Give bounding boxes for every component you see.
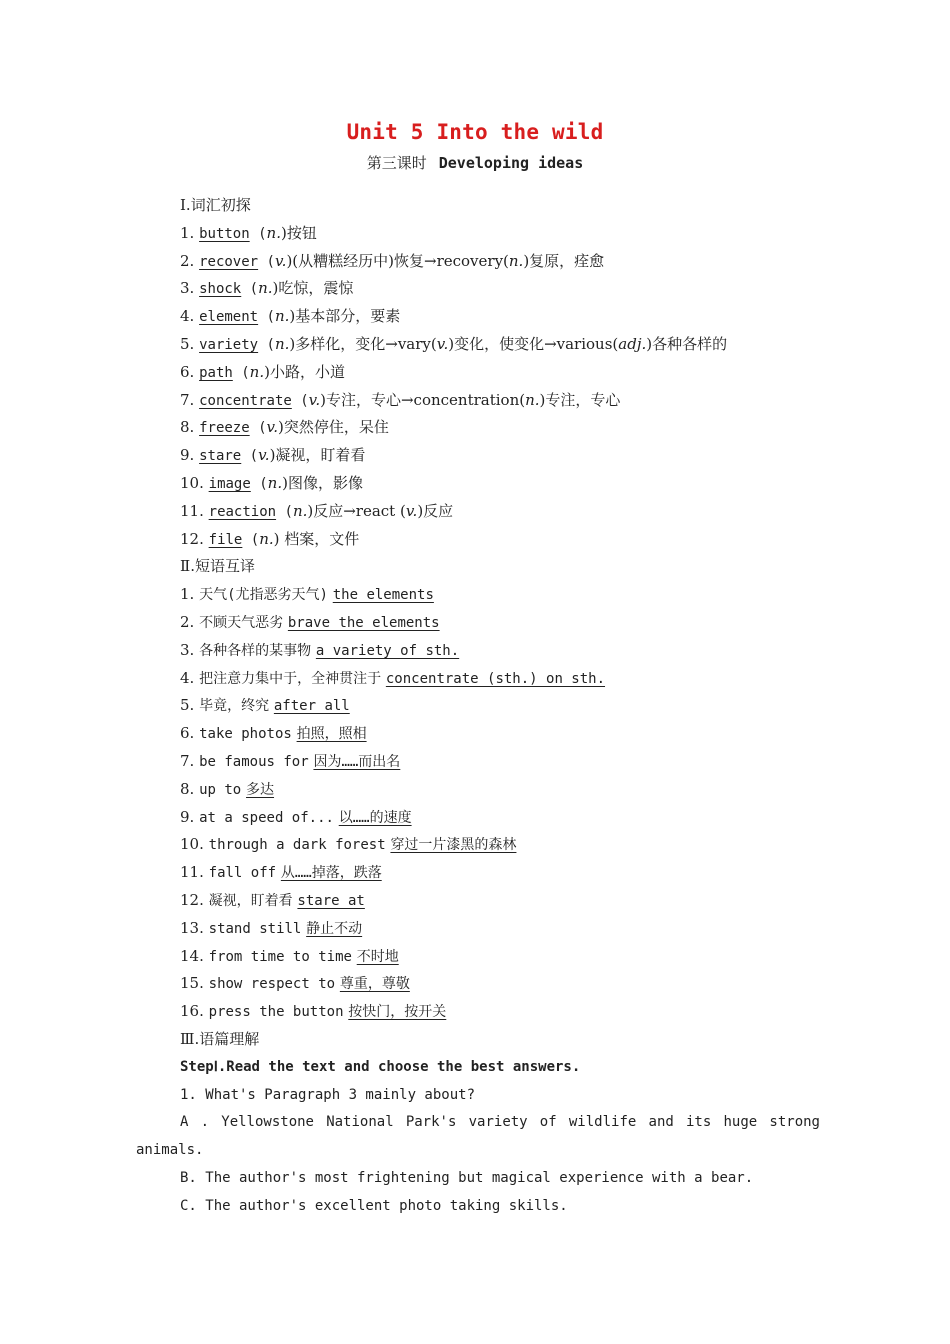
definition: )小路，小道 — [264, 362, 345, 381]
paren-open: ( — [232, 364, 250, 381]
part-of-speech: n. — [258, 279, 273, 298]
worksheet-body — [136, 192, 820, 1220]
item-number: 12. — [180, 890, 204, 909]
item-number: 15. — [180, 974, 204, 993]
item-number: 2. — [180, 251, 195, 270]
phrase-item — [180, 581, 820, 609]
section-heading-reading: Ⅲ.语篇理解 — [180, 1029, 260, 1048]
item-number: 8. — [180, 418, 195, 437]
item-number: 3. — [180, 640, 195, 659]
part-of-speech: n. — [274, 307, 290, 326]
part-of-speech: v. — [308, 390, 321, 409]
part-of-speech: n. — [249, 362, 265, 381]
phrase-item — [180, 859, 820, 887]
item-number: 6. — [180, 362, 195, 381]
question-text: 1. What's Paragraph 3 mainly about? — [180, 1086, 476, 1103]
paren-open: ( — [291, 392, 309, 409]
phrase-item — [180, 609, 820, 637]
phrase-prompt: at a speed of... — [199, 809, 334, 826]
item-number: 12. — [180, 529, 204, 548]
phrase-prompt: show respect to — [208, 976, 336, 993]
paren-open: ( — [249, 225, 267, 242]
vocab-item — [180, 387, 820, 415]
phrase-prompt: stand still — [208, 920, 302, 937]
phrase-prompt: 各种各样的某事物 — [199, 642, 312, 659]
phrase-item — [180, 720, 820, 748]
paren-open: ( — [258, 309, 275, 326]
vocab-item — [180, 248, 820, 276]
phrase-prompt: 天气(尤指恶劣天气) — [199, 587, 328, 604]
option-b: B. The author's most frightening but magical experience with a bear. — [180, 1169, 754, 1186]
item-number: 10. — [180, 473, 204, 492]
phrase-item — [180, 776, 820, 804]
answer-word: element — [199, 309, 259, 326]
item-number: 7. — [180, 751, 195, 770]
item-number: 3. — [180, 279, 195, 298]
part-of-speech: v. — [266, 418, 278, 437]
phrase-item — [180, 831, 820, 859]
definition: ) 档案，文件 — [273, 529, 360, 548]
item-number: 5. — [180, 334, 195, 353]
phrase-item — [180, 637, 820, 665]
item-number: 4. — [180, 668, 195, 687]
option-a: A . Yellowstone National Park's variety of wildlife and its huge strong — [180, 1114, 820, 1131]
item-number: 11. — [180, 501, 204, 520]
phrase-item — [180, 748, 820, 776]
definition: )变化，使变化→various( — [448, 334, 619, 353]
vocab-item — [180, 414, 820, 442]
answer-word: reaction — [208, 503, 277, 520]
definition: )凝视，盯着看 — [269, 446, 366, 465]
part-of-speech: v. — [274, 251, 287, 270]
definition: )(从糟糕经历中)恢复→recovery( — [286, 251, 509, 270]
phrase-answer: concentrate (sth.) on sth. — [385, 670, 606, 687]
phrase-answer: 以……的速度 — [338, 809, 412, 826]
phrase-prompt: from time to time — [208, 948, 352, 965]
phrase-answer: after all — [273, 698, 350, 715]
item-number: 5. — [180, 696, 195, 715]
phrase-answer: stare at — [297, 892, 365, 909]
part-of-speech: adj. — [618, 334, 647, 353]
definition: )图像，影像 — [282, 473, 363, 492]
item-number: 9. — [180, 446, 195, 465]
page-title: Unit 5 Into the wild — [346, 120, 604, 144]
phrase-item — [180, 692, 820, 720]
phrase-answer: 静止不动 — [306, 920, 363, 937]
item-number: 7. — [180, 390, 195, 409]
phrase-answer: 不时地 — [356, 948, 399, 965]
definition: )基本部分，要素 — [289, 307, 401, 326]
phrase-answer: the elements — [332, 587, 434, 604]
item-number: 13. — [180, 918, 204, 937]
phrase-answer: 尊重，尊敬 — [339, 976, 410, 993]
item-number: 11. — [180, 863, 204, 882]
part-of-speech: n. — [508, 251, 524, 270]
item-number: 4. — [180, 307, 195, 326]
vocab-item — [180, 498, 820, 526]
definition: )突然停住，呆住 — [278, 418, 389, 437]
phrase-prompt: take photos — [199, 726, 292, 743]
section-heading-phrases: Ⅱ.短语互译 — [180, 557, 255, 576]
part-of-speech: n. — [525, 390, 540, 409]
lesson-name: Developing ideas — [438, 154, 584, 172]
paren-open: ( — [242, 531, 260, 548]
definition: )专注，专心 — [539, 390, 621, 409]
phrase-prompt: be famous for — [199, 753, 309, 770]
definition: )反应 — [417, 501, 454, 520]
phrase-answer: 因为……而出名 — [313, 753, 401, 770]
phrase-answer: 多达 — [246, 781, 275, 798]
phrase-item — [180, 665, 820, 693]
answer-word: file — [208, 531, 243, 548]
lesson-subtitle — [0, 152, 950, 173]
phrase-list — [180, 581, 820, 1026]
part-of-speech: n. — [266, 223, 281, 242]
item-number: 1. — [180, 223, 195, 242]
phrase-item — [180, 887, 820, 915]
option-a-continued: animals. — [136, 1142, 204, 1159]
phrase-answer: 穿过一片漆黑的森林 — [390, 837, 517, 854]
vocab-item — [180, 526, 820, 554]
paren-open: ( — [241, 281, 259, 298]
definition: )复原，痊愈 — [523, 251, 605, 270]
definition: )吃惊，震惊 — [272, 279, 354, 298]
phrase-prompt: press the button — [208, 1004, 344, 1021]
part-of-speech: v. — [258, 446, 270, 465]
vocab-item — [180, 331, 820, 359]
answer-word: button — [199, 225, 250, 242]
step-instruction: StepⅠ.Read the text and choose the best answers. — [180, 1058, 581, 1075]
phrase-prompt: through a dark forest — [208, 837, 386, 854]
section-heading-vocabulary: Ⅰ.词汇初探 — [180, 196, 251, 214]
paren-open: ( — [241, 448, 259, 465]
phrase-item — [180, 998, 820, 1026]
paren-open: ( — [258, 253, 275, 270]
part-of-speech: n. — [259, 529, 274, 548]
item-number: 14. — [180, 946, 204, 965]
paren-open: ( — [249, 420, 267, 437]
answer-word: shock — [199, 281, 242, 298]
item-number: 9. — [180, 807, 195, 826]
item-number: 6. — [180, 724, 195, 743]
definition: )按钮 — [280, 223, 317, 242]
definition: )各种各样的 — [646, 334, 728, 353]
phrase-prompt: fall off — [208, 865, 277, 882]
phrase-prompt: 凝视，盯着看 — [208, 892, 293, 909]
part-of-speech: n. — [292, 501, 308, 520]
paren-open: ( — [258, 336, 275, 353]
phrase-item — [180, 915, 820, 943]
phrase-prompt: up to — [199, 781, 242, 798]
definition: )专注，专心→concentration( — [320, 390, 526, 409]
vocabulary-list — [180, 220, 820, 554]
vocab-item — [180, 303, 820, 331]
item-number: 1. — [180, 585, 195, 604]
vocab-item — [180, 220, 820, 248]
answer-word: concentrate — [199, 392, 292, 409]
answer-word: stare — [199, 448, 242, 465]
answer-word: variety — [199, 336, 259, 353]
paren-open: ( — [276, 503, 293, 520]
part-of-speech: v. — [405, 501, 418, 520]
item-number: 16. — [180, 1002, 204, 1021]
item-number: 8. — [180, 779, 195, 798]
answer-word: recover — [199, 253, 259, 270]
phrase-prompt: 毕竟，终究 — [199, 698, 270, 715]
definition: )多样化，变化→vary( — [289, 334, 437, 353]
definition: )反应→react ( — [307, 501, 406, 520]
phrase-prompt: 不顾天气恶劣 — [199, 614, 284, 631]
phrase-prompt: 把注意力集中于，全神贯注于 — [199, 670, 382, 687]
vocab-item — [180, 275, 820, 303]
answer-word: freeze — [199, 420, 250, 437]
vocab-item — [180, 470, 820, 498]
phrase-answer: brave the elements — [287, 614, 440, 631]
phrase-answer: 从……掉落，跌落 — [280, 865, 382, 882]
item-number: 10. — [180, 835, 204, 854]
lesson-number: 第三课时 — [366, 154, 427, 172]
phrase-answer: 按快门，按开关 — [348, 1004, 447, 1021]
part-of-speech: n. — [267, 473, 283, 492]
vocab-item — [180, 359, 820, 387]
item-number: 2. — [180, 612, 195, 631]
phrase-item — [180, 943, 820, 971]
answer-word: path — [199, 364, 233, 381]
part-of-speech: v. — [436, 334, 449, 353]
phrase-answer: 拍照，照相 — [296, 726, 367, 743]
phrase-item — [180, 804, 820, 832]
phrase-answer: a variety of sth. — [315, 642, 460, 659]
answer-word: image — [208, 475, 251, 492]
part-of-speech: n. — [274, 334, 290, 353]
option-c: C. The author's excellent photo taking skills. — [180, 1197, 568, 1214]
paren-open: ( — [250, 475, 268, 492]
phrase-item — [180, 970, 820, 998]
vocab-item — [180, 442, 820, 470]
